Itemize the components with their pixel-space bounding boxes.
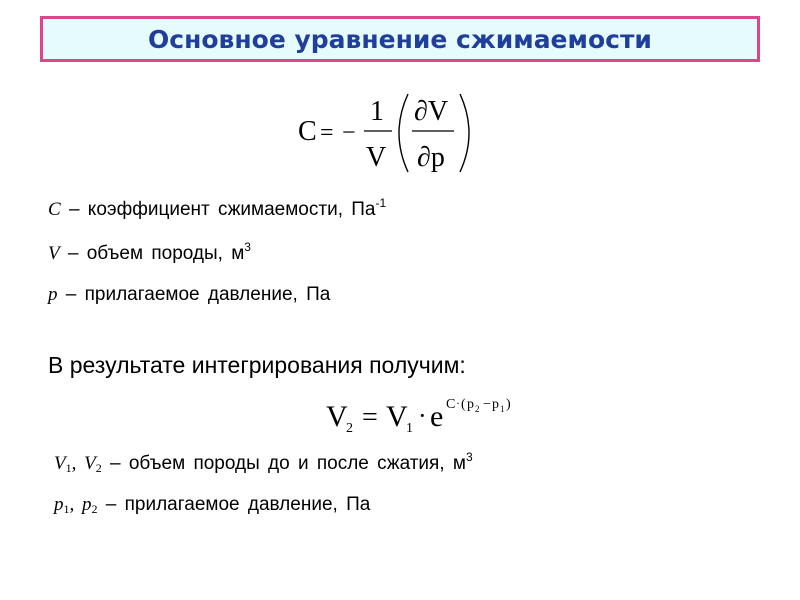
slide-title-box: [40, 16, 760, 62]
fraction1-denominator: V: [366, 142, 387, 173]
formula2-v2-subscript: 2: [346, 421, 353, 436]
formula2-multiply-dot: ·: [418, 401, 427, 430]
integrated-formula: [320, 388, 540, 438]
formula2-exponent-dot: ·: [456, 396, 460, 410]
formula2-exponent-open-paren: (: [461, 397, 466, 412]
formula-equals: =: [320, 120, 334, 146]
derivative-denominator: ∂p: [417, 142, 445, 173]
formula2-v1: V: [386, 400, 408, 433]
definition-v1-v2-text: – объем породы до и после сжатия, м: [101, 453, 466, 474]
definition-p: [48, 284, 330, 306]
formula2-exponent-close-paren: ): [506, 397, 511, 412]
formula2-equals: =: [362, 402, 378, 433]
definition-v-text: – объем породы, м: [59, 243, 245, 264]
formula2-v2: V: [326, 400, 348, 433]
definition-c: [48, 196, 386, 221]
definition-v1-v2-unit-exponent: 3: [465, 450, 473, 464]
definition-c-symbol: C: [48, 199, 61, 220]
fraction1-numerator: 1: [370, 96, 384, 127]
definition-p1-p2: [54, 494, 370, 517]
formula2-exponent-p2-subscript: 2: [475, 404, 480, 414]
definition-p-symbol: p: [48, 284, 58, 305]
definition-v-symbol: V: [48, 243, 60, 264]
derivative-numerator: ∂V: [414, 96, 449, 127]
definition-v1-v2: [54, 450, 473, 476]
definition-p1-p2-text: – прилагаемое давление, Па: [97, 494, 371, 515]
definition-v: [48, 240, 251, 265]
definition-p1-p2-separator: ,: [69, 494, 82, 515]
formula2-exponent-minus: −: [483, 397, 491, 412]
definition-v1-subscript: 1: [65, 461, 72, 475]
left-paren: [399, 94, 408, 172]
definition-p1-subscript: 1: [63, 502, 70, 516]
formula-lhs-c: C: [298, 116, 317, 147]
definition-v2-symbol: V: [84, 453, 96, 474]
slide-title: Основное уравнение сжимаемости: [148, 24, 652, 54]
formula2-exponent-c: C: [446, 397, 456, 412]
definition-p2-subscript: 2: [91, 502, 98, 516]
definition-v2-subscript: 2: [95, 461, 102, 475]
formula2-exponent-p1: p: [492, 397, 499, 412]
definition-p1-symbol: p: [54, 494, 64, 515]
formula2-exponent-p1-subscript: 1: [500, 404, 505, 414]
definition-p2-symbol: p: [82, 494, 92, 515]
definition-v-unit-exponent: 3: [244, 240, 251, 254]
compressibility-formula: [290, 86, 490, 186]
right-paren: [460, 94, 469, 172]
definition-v1-symbol: V: [54, 453, 66, 474]
formula2-v1-subscript: 1: [406, 421, 413, 436]
definition-v1-v2-separator: ,: [71, 453, 85, 474]
definition-c-text: – коэффициент сжимаемости, Па: [60, 199, 376, 220]
definition-p-text: – прилагаемое давление, Па: [57, 284, 331, 305]
integration-result-intro: В результате интегрирования получим:: [48, 352, 466, 378]
formula-minus: −: [342, 120, 356, 146]
formula2-exponent-p2: p: [467, 397, 474, 412]
formula2-exp-base: e: [430, 400, 444, 433]
definition-c-unit-exponent: -1: [375, 196, 387, 210]
